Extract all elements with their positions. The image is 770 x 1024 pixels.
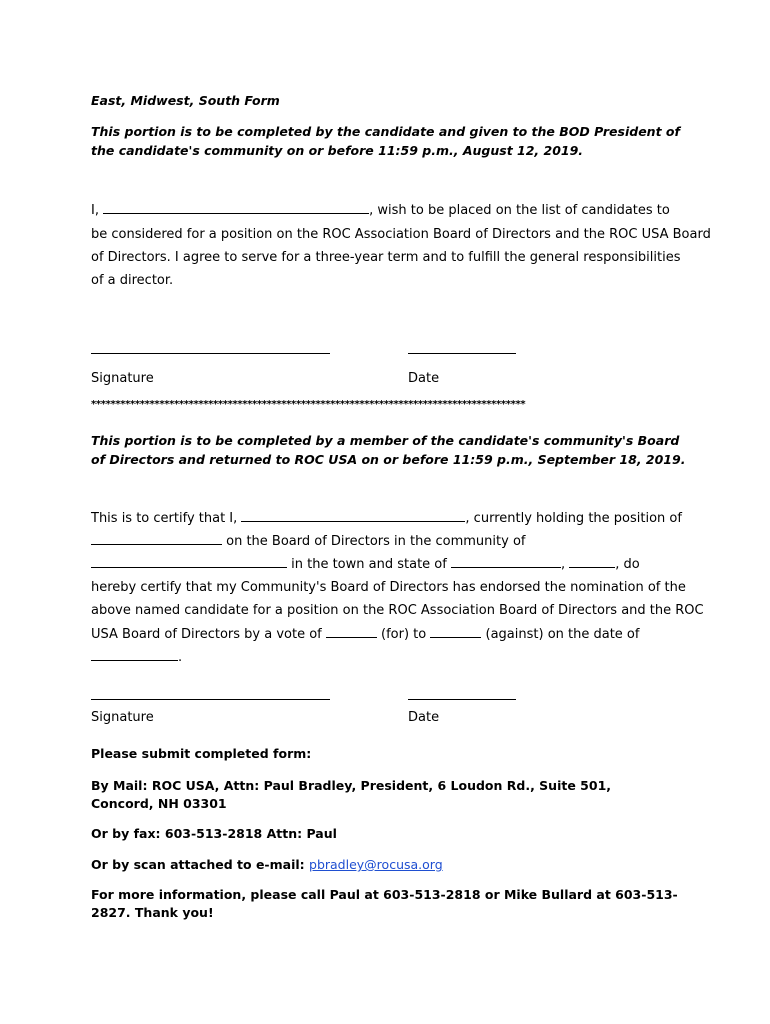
submit-heading: Please submit completed form: [91, 746, 312, 761]
board-certify-line-4: hereby certify that my Community's Board of Directors has endorsed the nomination of the [91, 580, 686, 595]
state-blank[interactable] [569, 555, 615, 568]
board-certify-line-2 [91, 530, 525, 553]
candidate-statement-line-1 [91, 199, 670, 222]
board-instructions: This portion is to be completed by a member of the candidate's community's Board of Directors and returned to ROC USA on or before 11:59 p.m., September 18, 2019. [91, 433, 686, 467]
candidate-statement-line-3: of Directors. I agree to serve for a three-year term and to fulfill the general responsibilities [91, 250, 681, 265]
vote-prefix: USA Board of Directors by a vote of [91, 627, 322, 642]
form-title: East, Midwest, South Form [91, 93, 280, 108]
candidate-line-1-suffix: , wish to be placed on the list of candidates to [369, 203, 670, 218]
town-blank[interactable] [451, 555, 561, 568]
section-separator: ***************************************************************************************** [91, 399, 526, 410]
candidate-statement-line-2: be considered for a position on the ROC Association Board of Directors and the ROC USA Board [91, 227, 711, 242]
candidate-instructions: This portion is to be completed by the candidate and given to the BOD President of the candidate's community on or before 11:59 p.m., August 12, 2019. [91, 124, 680, 158]
votes-for-blank[interactable] [326, 625, 377, 638]
candidate-date-label: Date [408, 371, 440, 386]
submit-by-email [91, 856, 443, 874]
more-info: For more information, please call Paul at 603-513-2818 or Mike Bullard at 603-513-2827. Thank you! [91, 887, 678, 920]
candidate-signature-label: Signature [91, 371, 154, 386]
email-prefix: Or by scan attached to e-mail: [91, 857, 305, 872]
certify-town-state-text: in the town and state of [287, 557, 447, 572]
board-date-line[interactable] [408, 699, 516, 700]
board-member-name-blank[interactable] [241, 509, 465, 522]
votes-against-blank[interactable] [430, 625, 481, 638]
certify-comma: , [560, 557, 566, 572]
submit-by-mail: By Mail: ROC USA, Attn: Paul Bradley, President, 6 Loudon Rd., Suite 501, Concord, NH 03301 [91, 778, 612, 811]
vote-for-label: (for) to [376, 627, 427, 642]
board-certify-line-3 [91, 553, 640, 576]
candidate-signature-line[interactable] [91, 353, 330, 354]
community-name-blank[interactable] [91, 555, 287, 568]
board-signature-label: Signature [91, 710, 154, 725]
email-link[interactable]: pbradley@rocusa.org [309, 857, 443, 872]
board-signature-line[interactable] [91, 699, 330, 700]
board-certify-line-5: above named candidate for a position on the ROC Association Board of Directors and the ROC [91, 603, 704, 618]
certify-line-3-suffix: , do [615, 557, 640, 572]
board-certify-line-6 [91, 623, 639, 646]
board-date-label: Date [408, 710, 440, 725]
candidate-i-prefix: I, [91, 203, 99, 218]
board-certify-line-7 [91, 646, 182, 669]
certify-line-7-suffix: . [178, 650, 183, 665]
board-certify-line-1 [91, 507, 682, 530]
submit-by-fax: Or by fax: 603-513-2818 Attn: Paul [91, 826, 337, 841]
vote-date-blank[interactable] [91, 648, 178, 661]
candidate-name-blank[interactable] [103, 201, 369, 214]
board-position-blank[interactable] [91, 532, 222, 545]
certify-line-1-suffix: , currently holding the position of [465, 511, 682, 526]
candidate-date-line[interactable] [408, 353, 516, 354]
certify-prefix: This is to certify that I, [91, 511, 238, 526]
certify-line-2-suffix: on the Board of Directors in the community of [222, 534, 526, 549]
vote-against-label: (against) on the date of [481, 627, 640, 642]
candidate-statement-line-4: of a director. [91, 273, 174, 288]
